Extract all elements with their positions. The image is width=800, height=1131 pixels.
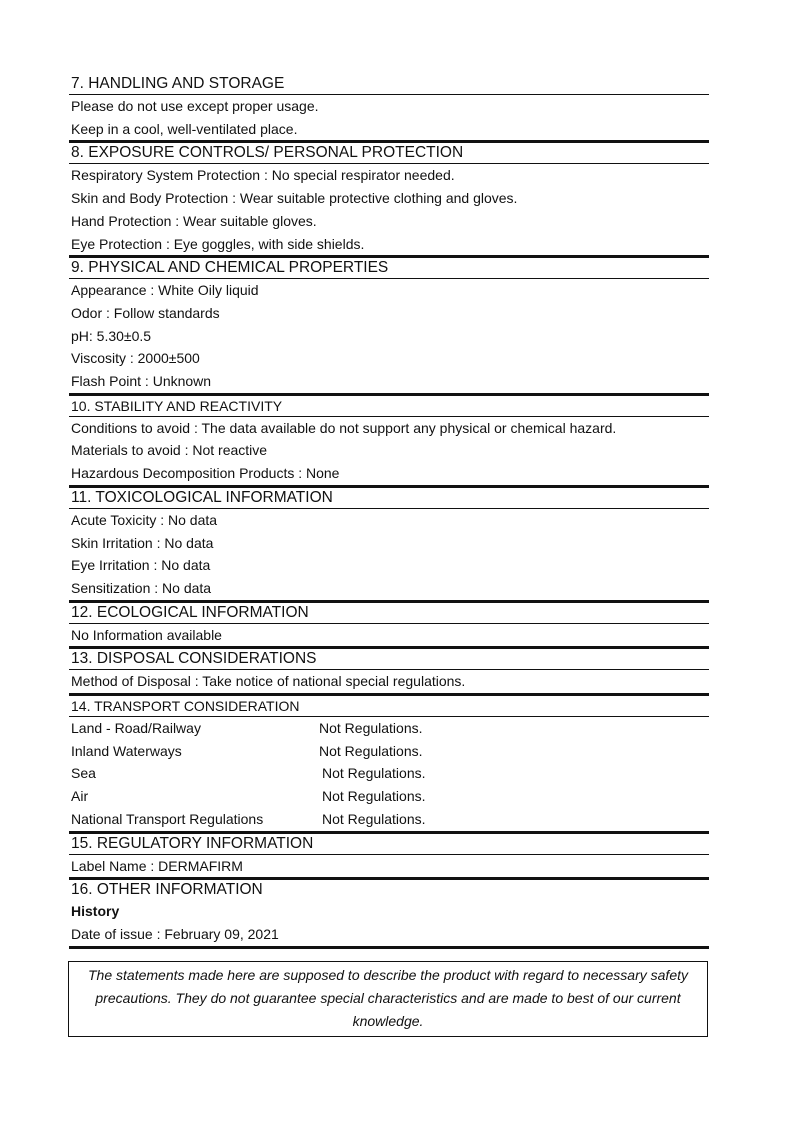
section-line: Hand Protection : Wear suitable gloves. (71, 212, 317, 229)
section-line: Odor : Follow standards (71, 304, 220, 321)
section-title: 11. TOXICOLOGICAL INFORMATION (69, 488, 709, 509)
transport-row (69, 808, 709, 831)
transport-row (69, 717, 709, 740)
disclaimer-box: The statements made here are supposed to describe the product with regard to necessary safety precautions. They do not guarantee special characteristics and are made to best of our current knowledge. (68, 961, 708, 1037)
section-other-information (69, 880, 709, 948)
section-line: Label Name : DERMAFIRM (71, 857, 243, 874)
section-exposure-controls (69, 143, 709, 258)
section-line: Respiratory System Protection : No special respirator needed. (71, 167, 455, 184)
section-title: 8. EXPOSURE CONTROLS/ PERSONAL PROTECTION (69, 143, 709, 164)
section-toxicological (69, 488, 709, 603)
transport-row (69, 785, 709, 808)
section-line: Conditions to avoid : The data available do not support any physical or chemical hazard. (71, 419, 617, 436)
section-title: 12. ECOLOGICAL INFORMATION (69, 603, 709, 624)
section-line: Eye Irritation : No data (71, 557, 211, 574)
transport-row (69, 740, 709, 763)
section-title: 9. PHYSICAL AND CHEMICAL PROPERTIES (69, 258, 709, 279)
section-title: 15. REGULATORY INFORMATION (69, 834, 709, 855)
section-title: 10. STABILITY AND REACTIVITY (69, 396, 709, 417)
section-title: 16. OTHER INFORMATION (71, 881, 263, 899)
section-line: Please do not use except proper usage. (71, 98, 319, 114)
transport-label: Land - Road/Railway (71, 720, 201, 737)
section-regulatory (69, 834, 709, 881)
transport-value: Not Regulations. (322, 810, 426, 827)
transport-label: Inland Waterways (71, 742, 182, 759)
section-line: Method of Disposal : Take notice of national special regulations. (71, 673, 466, 690)
section-line: Hazardous Decomposition Products : None (71, 465, 340, 482)
section-line: Eye Protection : Eye goggles, with side shields. (71, 235, 365, 252)
section-line: Appearance : White Oily liquid (71, 282, 259, 299)
transport-value: Not Regulations. (322, 788, 426, 805)
section-title: 14. TRANSPORT CONSIDERATION (69, 696, 709, 717)
transport-value: Not Regulations. (322, 765, 426, 782)
transport-label: National Transport Regulations (71, 810, 264, 827)
section-title: 7. HANDLING AND STORAGE (69, 74, 709, 95)
history-heading: History (71, 903, 120, 920)
section-line: Sensitization : No data (71, 579, 212, 596)
section-line: Flash Point : Unknown (71, 373, 212, 390)
section-disposal (69, 649, 709, 696)
section-line: Keep in a cool, well-ventilated place. (71, 120, 298, 137)
section-line: Materials to avoid : Not reactive (71, 442, 268, 459)
transport-value: Not Regulations. (319, 742, 423, 759)
section-line: No Information available (71, 626, 222, 643)
section-title: 13. DISPOSAL CONSIDERATIONS (69, 649, 709, 670)
section-line: Acute Toxicity : No data (71, 511, 218, 528)
section-handling-storage (69, 74, 709, 143)
transport-label: Sea (71, 765, 96, 782)
section-line: Date of issue : February 09, 2021 (71, 925, 279, 942)
section-physical-chemical (69, 258, 709, 396)
section-line: Skin and Body Protection : Wear suitable protective clothing and gloves. (71, 190, 518, 207)
sds-sheet (69, 74, 709, 949)
section-line: Skin Irritation : No data (71, 534, 214, 551)
section-ecological (69, 603, 709, 650)
section-line: pH: 5.30±0.5 (71, 327, 152, 344)
section-stability-reactivity (69, 396, 709, 488)
transport-row (69, 762, 709, 785)
section-transport (69, 696, 709, 834)
transport-value: Not Regulations. (319, 720, 423, 737)
transport-label: Air (71, 788, 89, 805)
section-line: Viscosity : 2000±500 (71, 350, 200, 367)
